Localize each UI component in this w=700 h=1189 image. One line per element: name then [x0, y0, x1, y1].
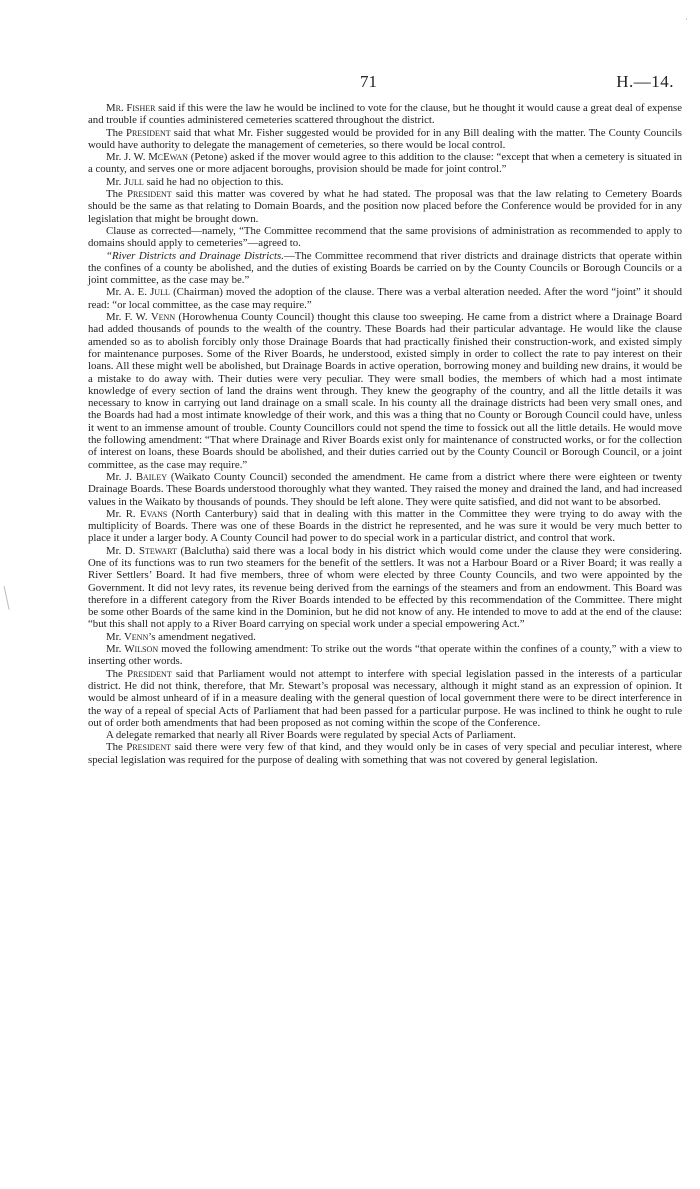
clause-title: “River Districts and Drainage Districts. — [106, 249, 284, 262]
paragraph-text: Mr. — [106, 630, 124, 643]
body-text — [88, 102, 682, 766]
paragraph-text: Mr. J. — [106, 470, 136, 483]
speaker-name: Jull — [124, 175, 144, 188]
paragraph-text: said he had no objection to this. — [143, 175, 284, 188]
speaker-name: President — [126, 188, 172, 201]
paragraph — [88, 643, 682, 668]
paragraph — [88, 188, 682, 225]
paragraph-text: Mr. — [106, 175, 124, 188]
paragraph-text: said that what Mr. Fisher suggested would be provided for in any Bill dealing with the matter. The County Councils would have authority to delegate the management of cemeteries, so there would be local control. — [88, 126, 682, 151]
page-number: 71 — [360, 72, 377, 91]
paragraph-text: Clause as corrected—namely, “The Committee recommend that the same provisions of administration as recommended to apply to domains should apply to cemeteries”—agreed to. — [88, 224, 682, 250]
speaker-name: President — [126, 741, 171, 754]
speaker-name: Evans — [140, 507, 168, 520]
corner-mark: · — [685, 14, 688, 24]
paragraph — [88, 508, 682, 545]
paragraph — [88, 151, 682, 176]
paragraph-text: ’s amendment negatived. — [148, 630, 256, 643]
paragraph-text: (Petone) asked if the mover would agree to this addition to the clause: “except that when a cemetery is situated in a county, and serves one or more adjacent boroughs, provision should be made for joint control.” — [88, 151, 682, 176]
paragraph-text: Mr. D. — [106, 544, 139, 557]
speaker-name: Jull — [150, 286, 170, 299]
speaker-name: Stewart — [138, 544, 177, 557]
paragraph-text: Mr. A. E. — [106, 286, 151, 299]
paragraph-text: moved the following amendment: To strike out the words “that operate within the confines of a county,” with a view to inserting other words. — [88, 643, 683, 668]
paragraph — [88, 729, 682, 741]
paragraph — [88, 102, 682, 127]
paragraph-text: said if this were the law he would be inclined to vote for the clause, but he thought it would cause a great deal of expense and trouble if counties administered cemeteries scattered throughout the district. — [88, 102, 682, 127]
paragraph-text: Mr. R. — [106, 507, 141, 520]
paragraph — [88, 176, 682, 188]
speaker-name: President — [127, 667, 172, 680]
paragraph-text: (Waikato County Council) seconded the amendment. He came from a district where there were eighteen or twenty Drainage Boards. These Boards understood thoroughly what they wanted. They raised the money and drained the land, and had increased values in the Waikato by thousands of pounds. They should be left alone. They were quite satisfied, and did not want to be absorbed. — [88, 470, 682, 508]
speaker-name: President — [125, 126, 171, 139]
paragraph — [88, 668, 682, 729]
speaker-name: Wilson — [124, 643, 159, 656]
speaker-name: McEwan — [148, 151, 188, 164]
paragraph — [88, 127, 682, 152]
paragraph-text: said that Parliament would not attempt to interfere with special legislation passed in the interests of a particular district. He did not think, therefore, that Mr. Stewart’s proposal was necessary, although it might stand as an expression of opinion. It would be almost unheard of if in a measure dealing with the general question of local government there were to be direct interference in the way of a repeal of special Acts of Parliament that had been passed for a particular purpose. He was inclined to think he ought to rule out of order both amendments that had been proposed as not coming within the scope of the Conference. — [88, 667, 682, 729]
speaker-name: Venn — [150, 311, 176, 324]
paragraph — [88, 545, 682, 631]
paragraph-text: The — [106, 188, 127, 201]
speaker-name: Bailey — [135, 470, 168, 483]
paragraph — [88, 631, 682, 643]
speaker-name: Venn — [124, 630, 149, 643]
paragraph — [88, 471, 682, 508]
paragraph-text: The — [106, 667, 128, 680]
paragraph-text: Mr. — [106, 643, 125, 656]
margin-mark — [4, 584, 18, 609]
paragraph-text: A delegate remarked that nearly all River Boards were regulated by special Acts of Parliament. — [106, 729, 516, 742]
paragraph-text: The — [106, 741, 127, 754]
paragraph-text: (Chairman) moved the adoption of the clause. There was a verbal alteration needed. After the word “joint” it should read: “or local committee, as the case may require.” — [88, 286, 683, 311]
speaker-name: Mr. Fisher — [106, 102, 156, 114]
paragraph-text: said this matter was covered by what he had stated. The proposal was that the law relating to Cemetery Boards should be the same as that relating to Domain Boards, and the position now placed before the Conference would be provided for in any legislation that might be brought down. — [88, 188, 682, 225]
paragraph-text: Mr. J. W. — [106, 151, 149, 164]
paragraph-text: (Balclutha) said there was a local body in his district which would come under the clause they were considering. One of its functions was to run two steamers for the benefit of the settlers. It was not a Harbour Board or a River Board; it was really a River Settlers’ Board. It had five members, three of whom were elected by three County Councils, and two were appointed by the Government. It did not levy rates, its revenue being derived from the earnings of the steamers and from an endowment. This Board was therefore in a different category from the River Boards intended to be effected by this recommendation of the Committee. There might be some other Boards of the same kind in the Dominion, but he did not know of any. He intended to move to add at the end of the clause: “but this shall not apply to a River Board carrying on special work under a special empowering Act.” — [88, 544, 682, 631]
paragraph-text: (Horowhenua County Council) thought this clause too sweeping. He came from a district where a Drainage Board had added thousands of pounds to the wealth of the country. These Boards had their particular advantage. He would like the clause amended so as to abolish forcibly only those Drainage Boards that had practically finished their construction-work, and existed simply for maintenance purposes. Some of the River Boards, he understood, existed simply in order to collect the rate to pay interest on their loans. All these might well be abolished, but Drainage Boards in active operation, borrowing money and building new drains, it would be a mistake to do away with. Their duties were very peculiar. They were small bodies, the members of which had a most intimate knowledge of every section of land the drains went through. They knew the geography of the country, and all the little details it was necessary to know in carrying out land drainage on a small scale. In his county all the drainage districts had been very small ones, and the Boards had had a most intimate knowledge of their work, and this was a thing that no County or Borough Council could have, unless it went to an immense amount of trouble. County Councillors could not spend the time to fossick out all the little details. He would move the following amendment: “That where Drainage and River Boards exist only for maintenance of constructed works, or for the collection of interest on loans, these Boards should be abolished, and their duties carried out by the County Council or Borough Council, or a joint committee, as the case may require.” — [88, 311, 682, 471]
paragraph — [88, 741, 682, 766]
paragraph — [88, 286, 682, 311]
paragraph — [88, 311, 682, 471]
paragraph-text: —The Committee recommend that river districts and drainage districts that operate within the confines of a county be abolished, and the duties of existing Boards be carried on by the County Councils or Borough Councils or a joint committee, as the case may be.” — [88, 249, 682, 287]
paragraph-text: The — [106, 126, 126, 139]
paragraph-text: Mr. F. W. — [106, 311, 151, 324]
document-reference: H.—14. — [616, 72, 674, 91]
paragraph — [88, 250, 682, 287]
paragraph-text: (North Canterbury) said that in dealing with this matter in the Committee they were trying to do away with the multiplicity of Boards. There was one of these Boards in the district he represented, and he was sure it would be very much better to place it under a larger body. A County Council had power to do special work in a particular district, and control that work. — [88, 507, 682, 545]
paragraph — [88, 225, 682, 250]
paragraph-text: said there were very few of that kind, and they would only be in cases of very special and peculiar interest, where special legislation was required for the purpose of dealing with something that was not covered by general legislation. — [88, 741, 682, 766]
page-header — [0, 72, 700, 94]
